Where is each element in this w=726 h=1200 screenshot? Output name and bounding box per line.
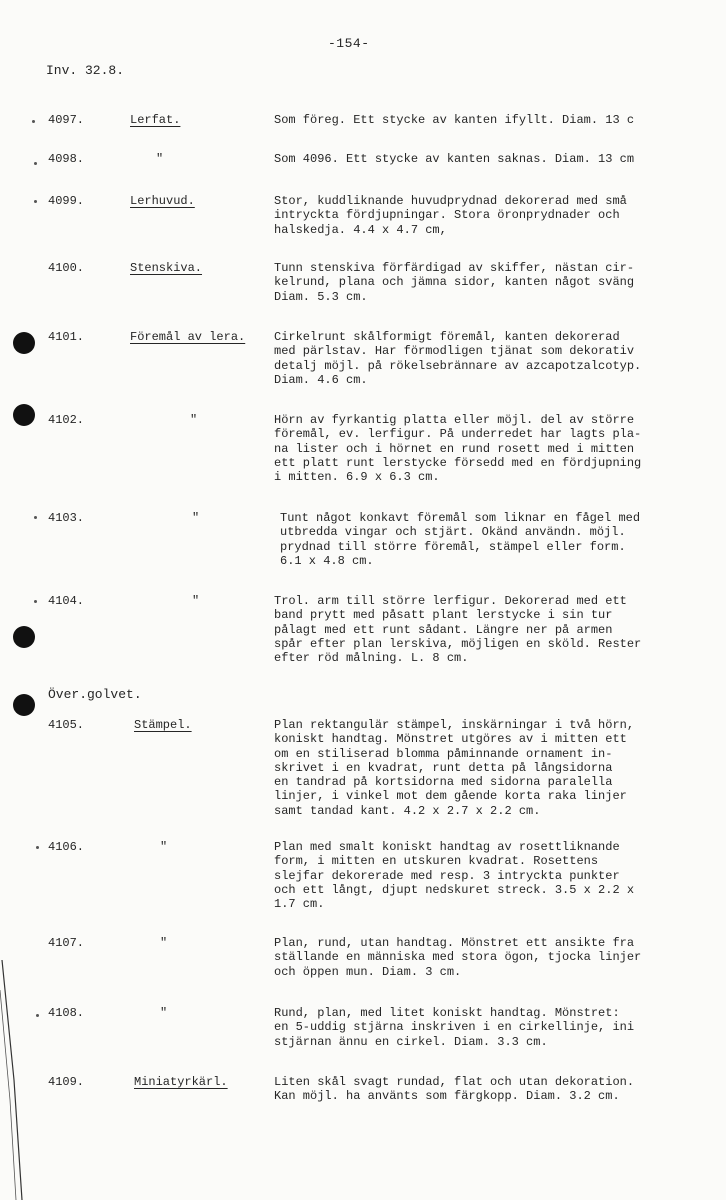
description-line: med pärlstav. Har förmodligen tjänat som dekorativ (274, 344, 635, 359)
description-line: Rund, plan, med litet koniskt handtag. Mönstret: (274, 1006, 620, 1020)
entry-description (274, 1006, 714, 1049)
margin-mark (34, 200, 37, 203)
margin-mark (34, 162, 37, 165)
entry-name: Lerfat. (130, 113, 181, 127)
description-line: Diam. 4.6 cm. (274, 372, 368, 387)
description-line: Som föreg. Ett stycke av kanten ifyllt. Diam. 13 c (274, 113, 635, 127)
description-line: Kan möjl. ha använts som färgkopp. Diam. 3.2 cm. (274, 1089, 620, 1104)
binder-hole (13, 626, 35, 648)
entry-number: 4097. (48, 113, 85, 127)
description-line: i mitten. 6.9 x 6.3 cm. (274, 470, 440, 485)
entry-number: 4106. (48, 840, 85, 854)
margin-mark (32, 120, 35, 123)
page-number: -154- (328, 36, 370, 51)
description-line: utbredda vingar och stjärt. Okänd användn. möjl. (280, 525, 626, 540)
description-line: slejfar dekorerade med resp. 3 intryckta punkter (274, 868, 620, 883)
description-line: Liten skål svagt rundad, flat och utan dekoration. (274, 1075, 635, 1089)
binder-hole (13, 332, 35, 354)
section-label: Över.golvet. (48, 687, 142, 702)
entry-number: 4098. (48, 152, 85, 166)
description-line: och ett långt, djupt nedskuret streck. 3.5 x 2.2 x (274, 882, 635, 897)
entry-number: 4105. (48, 718, 85, 732)
margin-mark (36, 846, 39, 849)
description-line: Som 4096. Ett stycke av kanten saknas. Diam. 13 cm (274, 152, 635, 166)
description-line: detalj möjl. på rökelsebrännare av azcapotzalcotyp. (274, 358, 642, 373)
description-line: stjärnan ännu en cirkel. Diam. 3.3 cm. (274, 1034, 548, 1049)
entry-description (274, 261, 714, 304)
entry-description (274, 1075, 714, 1104)
margin-mark (36, 1014, 39, 1017)
entry-name: " (190, 413, 198, 427)
entry-number: 4100. (48, 261, 85, 275)
description-line: skrivet i en kvadrat, runt detta på långsidorna (274, 760, 613, 775)
description-line: form, i mitten en utskuren kvadrat. Rosettens (274, 854, 599, 869)
margin-mark (34, 600, 37, 603)
entry-description (274, 840, 714, 911)
entry-name: " (160, 1006, 168, 1020)
description-line: Cirkelrunt skålformigt föremål, kanten dekorerad (274, 330, 620, 344)
entry-name: Stenskiva. (130, 261, 203, 275)
entry-name: " (156, 152, 164, 166)
description-line: ställande en människa med stora ögon, tjocka linjer (274, 950, 642, 965)
description-line: om en stiliserad blomma påminnande ornament in- (274, 746, 613, 761)
description-line: Hörn av fyrkantig platta eller möjl. del av större (274, 413, 635, 427)
description-line: spår efter plan lerskiva, möjligen en sköld. Rester (274, 636, 642, 651)
binder-hole (13, 404, 35, 426)
entry-name: Miniatyrkärl. (134, 1075, 228, 1089)
description-line: Plan med smalt koniskt handtag av rosettliknande (274, 840, 620, 854)
description-line: Diam. 5.3 cm. (274, 289, 368, 304)
entry-number: 4107. (48, 936, 85, 950)
description-line: kelrund, plana och jämna sidor, kanten något sväng (274, 275, 635, 290)
entry-name: Föremål av lera. (130, 330, 246, 344)
entry-description (274, 718, 714, 818)
entry-description (274, 413, 714, 484)
description-line: Plan, rund, utan handtag. Mönstret ett ansikte fra (274, 936, 635, 950)
description-line: halskedja. 4.4 x 4.7 cm, (274, 222, 447, 237)
description-line: efter röd målning. L. 8 cm. (274, 651, 469, 666)
entry-name: " (192, 511, 200, 525)
description-line: koniskt handtag. Mönstret utgöres av i mitten ett (274, 732, 627, 747)
margin-mark (34, 516, 37, 519)
entry-description (274, 113, 714, 127)
description-line: Trol. arm till större lerfigur. Dekorerad med ett (274, 594, 627, 608)
description-line: linjer, i vinkel mot dem gående korta raka linjer (274, 789, 627, 804)
description-line: en tandrad på kortsidorna med sidorna paralella (274, 775, 613, 790)
entry-number: 4109. (48, 1075, 85, 1089)
entry-number: 4108. (48, 1006, 85, 1020)
entry-number: 4099. (48, 194, 85, 208)
description-line: en 5-uddig stjärna inskriven i en cirkellinje, ini (274, 1020, 635, 1035)
entry-number: 4103. (48, 511, 85, 525)
description-line: pålagt med ett runt sådant. Längre ner på armen (274, 622, 613, 637)
description-line: na lister och i hörnet en rund rosett med i mitten (274, 441, 635, 456)
entry-name: " (160, 936, 168, 950)
description-line: Plan rektangulär stämpel, inskärningar i två hörn, (274, 718, 635, 732)
entry-name: Stämpel. (134, 718, 192, 732)
entry-name: Lerhuvud. (130, 194, 195, 208)
entry-number: 4104. (48, 594, 85, 608)
description-line: 6.1 x 4.8 cm. (280, 553, 374, 568)
entry-description (274, 594, 714, 665)
entry-description (280, 511, 720, 568)
entry-number: 4101. (48, 330, 85, 344)
entry-description (274, 194, 714, 237)
description-line: Tunt något konkavt föremål som liknar en fågel med (280, 511, 641, 525)
description-line: föremål, ev. lerfigur. På underredet har lagts pla- (274, 427, 642, 442)
description-line: 1.7 cm. (274, 897, 325, 912)
inventory-label: Inv. 32.8. (46, 63, 125, 78)
entry-name: " (160, 840, 168, 854)
page-edge-shadow (0, 960, 30, 1200)
entry-name: " (192, 594, 200, 608)
description-line: Tunn stenskiva förfärdigad av skiffer, nästan cir- (274, 261, 635, 275)
entry-description (274, 330, 714, 387)
description-line: ett platt runt lerstycke försedd med en fördjupning (274, 455, 642, 470)
binder-hole (13, 694, 35, 716)
description-line: Stor, kuddliknande huvudprydnad dekorerad med små (274, 194, 627, 208)
entry-number: 4102. (48, 413, 85, 427)
description-line: band prytt med påsatt plant lerstycke i sin tur (274, 608, 613, 623)
description-line: intryckta fördjupningar. Stora öronprydnader och (274, 208, 620, 223)
description-line: prydnad till större föremål, stämpel eller form. (280, 539, 626, 554)
description-line: samt tandad kant. 4.2 x 2.7 x 2.2 cm. (274, 803, 541, 818)
description-line: och öppen mun. Diam. 3 cm. (274, 964, 462, 979)
entry-description (274, 152, 714, 166)
entry-description (274, 936, 714, 979)
